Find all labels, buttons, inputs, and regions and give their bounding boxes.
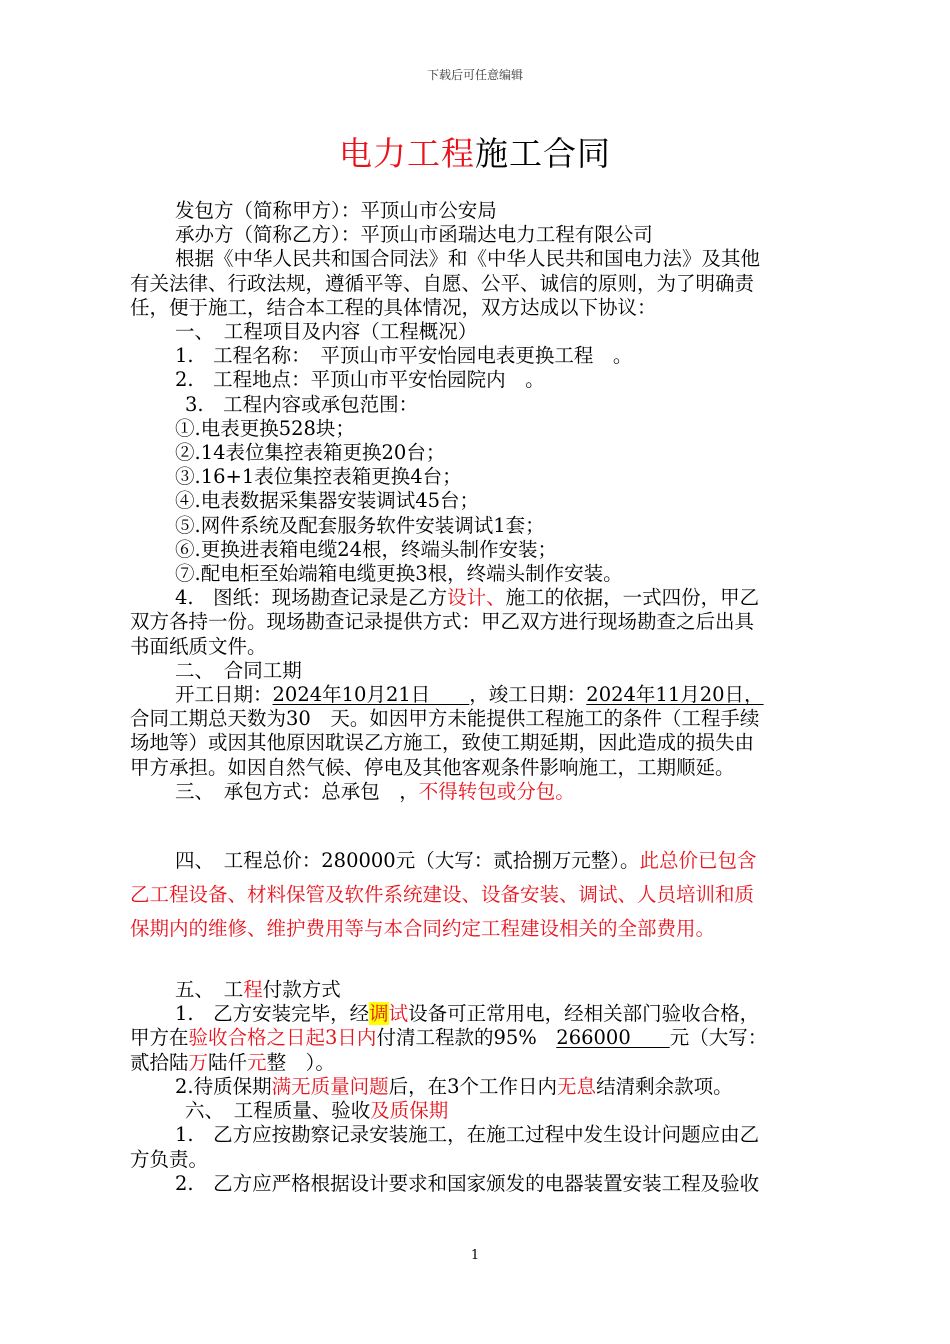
section-4-line-3: 保期内的维修、维护费用等与本合同约定工程建设相关的全部费用。 [130,917,716,941]
quality-line-1: 1. 乙方应按勘察记录安装施工，在施工过程中发生设计问题应由乙 [175,1123,760,1147]
page-title [0,128,950,175]
project-location-line: 2. 工程地点：平顶山市平安怡园院内 。 [175,368,545,392]
quality-line-3: 2. 乙方应严格根据设计要求和国家颁发的电器装置安装工程及验收 [175,1171,760,1195]
drawings-line-3: 书面纸质文件。 [130,634,267,658]
title-red-part: 电力工程 [339,134,475,173]
section-4-line-2: 乙工程设备、材料保管及软件系统建设、设备安装、调试、人员培训和质 [130,883,755,907]
highlighted-text: 调 [369,1002,389,1026]
drawings-line-1: 4. 图纸：现场勘查记录是乙方设计、施工的依据，一式四份，甲乙 [175,586,760,610]
header-note: 下载后可任意编辑 [426,68,523,82]
duration-line-1: 合同工期总天数为30 天。如因甲方未能提供工程施工的条件（工程手续 [130,707,760,731]
intro-line-1: 根据《中华人民共和国合同法》和《中华人民共和国电力法》及其他 [175,247,761,271]
design-red-text: 设计、 [447,586,506,610]
payment-line-1: 1. 乙方安装完毕，经调试设备可正常用电，经相关部门验收合格， [175,1002,760,1026]
payment-amount: 266000 [556,1026,670,1050]
scope-item-2: ②.14表位集控表箱更换20台； [175,441,446,465]
dates-line: 开工日期：2024年10月21日 ，竣工日期：2024年11月20日， [175,683,764,707]
contract-body [130,199,870,1196]
scope-item-3: ③.16+1表位集控表箱更换4台； [175,465,462,489]
section-4-line-1: 四、 工程总价：280000元（大写：贰拾捌万元整）。此总价已包含 [175,849,757,873]
section-6-heading: 六、 工程质量、验收及质保期 [185,1099,449,1123]
section-5-heading: 五、 工程付款方式 [175,978,341,1002]
scope-item-1: ①.电表更换528块； [175,416,355,440]
scope-item-5: ⑤.网件系统及配套服务软件安装调试1套； [175,513,545,537]
duration-line-3: 甲方承担。如因自然气候、停电及其他客观条件影响施工，工期顺延。 [130,755,735,779]
quality-line-2: 方负责。 [130,1147,209,1171]
drawings-line-2: 双方各持一份。现场勘查记录提供方式：甲乙双方进行现场勘查之后出具 [130,610,755,634]
start-date: 2024年10月21日 [272,683,470,707]
duration-line-2: 场地等）或因其他原因耽误乙方施工，致使工期延期，因此造成的损失由 [130,731,755,755]
page-number: 1 [470,1248,480,1263]
intro-line-3: 任，便于施工，结合本工程的具体情况，双方达成以下协议： [130,295,657,319]
payment-line-2: 甲方在验收合格之日起3日内付清工程款的95% 266000 元（大写： [130,1026,768,1050]
scope-item-7: ⑦.配电柜至始端箱电缆更换3根，终端头制作安装。 [175,562,623,586]
scope-item-6: ⑥.更换进表箱电缆24根，终端头制作安装； [175,537,558,561]
end-date: 2024年11月20日， [586,683,764,707]
section-3-line: 三、 承包方式：总承包 ，不得转包或分包。 [175,779,575,803]
party-b-line: 承办方（简称乙方）：平顶山市函瑞达电力工程有限公司 [175,223,653,247]
section-1-heading: 一、 工程项目及内容（工程概况） [175,320,478,344]
section-2-heading: 二、 合同工期 [175,658,302,682]
project-scope-line: 3. 工程内容或承包范围： [185,392,419,416]
intro-line-2: 有关法律、行政法规，遵循平等、自愿、公平、诚信的原则，为了明确责 [130,271,755,295]
spacer [130,804,870,844]
spacer [130,946,870,978]
party-a-line: 发包方（简称甲方）：平顶山市公安局 [175,199,497,222]
section-4-block [130,844,870,946]
no-subcontract-red: 不得转包或分包。 [418,779,575,803]
scope-item-4: ④.电表数据采集器安装调试45台； [175,489,480,513]
payment-line-3: 贰拾陆万陆仟元整 ）。 [130,1050,335,1074]
warranty-payment-line: 2.待质保期满无质量问题后，在3个工作日内无息结清剩余款项。 [175,1074,733,1098]
title-black-part: 施工合同 [475,134,611,173]
project-name-line: 1. 工程名称： 平顶山市平安怡园电表更换工程 。 [175,344,633,368]
